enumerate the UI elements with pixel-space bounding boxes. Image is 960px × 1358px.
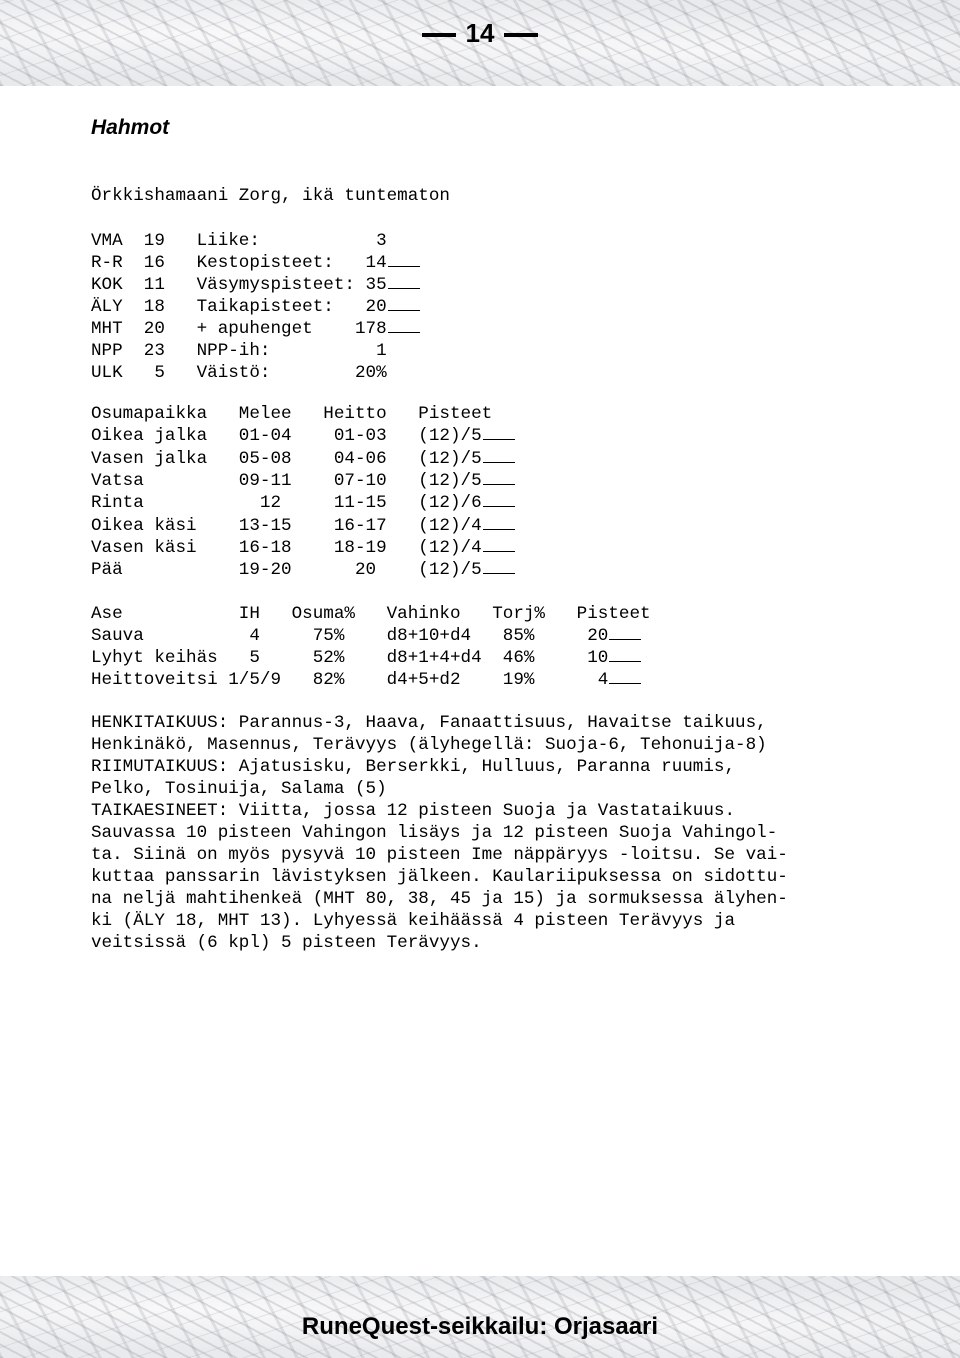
hit-location-row-text: Vatsa 09-11 07-10 (12)/5	[91, 470, 482, 491]
notes-line	[91, 822, 777, 844]
blank-entry-line	[483, 492, 515, 507]
blank-entry-line	[609, 625, 641, 640]
blank-entry-line	[483, 537, 515, 552]
notes-line-text: HENKITAIKUUS: Parannus-3, Haava, Fanaattisuus, Havaitse taikuus,	[91, 713, 767, 733]
notes-line	[91, 778, 387, 800]
stat-row-text: ULK 5 Väistö: 20%	[91, 363, 387, 383]
stat-row-text: NPP 23 NPP-ih: 1	[91, 341, 387, 361]
hit-location-row	[91, 492, 515, 514]
blank-entry-line	[483, 448, 515, 463]
blank-entry-line	[388, 274, 420, 289]
stat-row	[91, 340, 387, 362]
notes-line-text: Pelko, Tosinuija, Salama (5)	[91, 779, 387, 799]
blank-entry-line	[483, 559, 515, 574]
blank-entry-line	[483, 470, 515, 485]
notes-line	[91, 712, 767, 734]
notes-line-text: Sauvassa 10 pisteen Vahingon lisäys ja 12 pisteen Suoja Vahingol-	[91, 823, 778, 843]
page-number-dash-right	[504, 33, 538, 37]
section-heading: Hahmot	[91, 116, 170, 139]
hit-location-row-text: Pää 19-20 20 (12)/5	[91, 560, 482, 581]
blank-entry-line	[388, 296, 420, 311]
blank-entry-line	[388, 252, 420, 267]
weapon-row	[91, 625, 641, 647]
notes-line-text: veitsissä (6 kpl) 5 pisteen Terävyys.	[91, 933, 482, 953]
weapon-row	[91, 669, 641, 691]
blank-entry-line	[388, 318, 420, 333]
hit-location-row-text: Oikea jalka 01-04 01-03 (12)/5	[91, 426, 482, 447]
hit-location-row	[91, 403, 492, 425]
notes-line-text: TAIKAESINEET: Viitta, jossa 12 pisteen Suoja ja Vastataikuus.	[91, 801, 736, 821]
notes-line	[91, 844, 788, 866]
hit-location-row	[91, 425, 515, 447]
hit-location-row	[91, 470, 515, 492]
weapon-row	[91, 603, 651, 625]
notes-line-text: kuttaa panssarin lävistyksen jälkeen. Kaulariipuksessa on sidottu-	[91, 867, 788, 887]
blank-entry-line	[483, 515, 515, 530]
stat-row-text: MHT 20 + apuhenget 178	[91, 319, 387, 339]
notes-line	[91, 888, 788, 910]
notes-line	[91, 756, 735, 778]
stat-row	[91, 318, 420, 340]
stat-row	[91, 362, 387, 384]
stat-row-text: KOK 11 Väsymyspisteet: 35	[91, 275, 387, 295]
page-number-dash-left	[422, 33, 456, 37]
footer-title: RuneQuest-seikkailu: Orjasaari	[301, 1313, 659, 1340]
stat-row-text: R-R 16 Kestopisteet: 14	[91, 253, 387, 273]
weapon-row-text: Heittoveitsi 1/5/9 82% d4+5+d2 19% 4	[91, 670, 609, 690]
hit-location-row	[91, 515, 515, 537]
stat-row	[91, 296, 420, 318]
notes-line	[91, 800, 735, 822]
notes-line-text: Henkinäkö, Masennus, Terävyys (älyhegellä: Suoja-6, Tehonuija-8)	[91, 735, 767, 755]
hit-location-row-text: Rinta 12 11-15 (12)/6	[91, 493, 482, 514]
notes-line-text: ta. Siinä on myös pysyvä 10 pisteen Ime näppäryys -loitsu. Se vai-	[91, 845, 788, 865]
hit-location-row-text: Osumapaikka Melee Heitto Pisteet	[91, 404, 493, 424]
notes-line	[91, 866, 788, 888]
character-title: Örkkishamaani Zorg, ikä tuntematon	[91, 186, 450, 206]
notes-line	[91, 734, 767, 756]
notes-line-text: RIIMUTAIKUUS: Ajatusisku, Berserkki, Hulluus, Paranna ruumis,	[91, 757, 736, 777]
hit-location-row	[91, 448, 515, 470]
hit-location-row-text: Vasen käsi 16-18 18-19 (12)/4	[91, 537, 482, 558]
stat-row-text: VMA 19 Liike: 3	[91, 231, 387, 251]
weapon-row	[91, 647, 641, 669]
blank-entry-line	[483, 425, 515, 440]
notes-line	[91, 932, 482, 954]
hit-location-row-text: Oikea käsi 13-15 16-17 (12)/4	[91, 515, 482, 536]
notes-line-text: ki (ÄLY 18, MHT 13). Lyhyessä keihäässä 4 pisteen Terävyys ja	[91, 911, 736, 931]
hit-location-row	[91, 559, 515, 581]
blank-entry-line	[609, 669, 641, 684]
stat-row-text: ÄLY 18 Taikapisteet: 20	[91, 297, 387, 317]
notes-line-text: na neljä mahtihenkeä (MHT 80, 38, 45 ja 15) ja sormuksessa älyhen-	[91, 889, 788, 909]
stat-row	[91, 274, 420, 296]
weapon-row-text: Sauva 4 75% d8+10+d4 85% 20	[91, 626, 609, 646]
hit-location-row-text: Vasen jalka 05-08 04-06 (12)/5	[91, 448, 482, 469]
weapon-row-text: Ase IH Osuma% Vahinko Torj% Pisteet	[91, 604, 651, 624]
stat-row	[91, 252, 420, 274]
stat-row	[91, 230, 387, 252]
page-number-text: 14	[465, 18, 495, 48]
notes-line	[91, 910, 735, 932]
page-number	[0, 14, 960, 52]
hit-location-row	[91, 537, 515, 559]
blank-entry-line	[609, 647, 641, 662]
weapon-row-text: Lyhyt keihäs 5 52% d8+1+4+d4 46% 10	[91, 648, 609, 668]
